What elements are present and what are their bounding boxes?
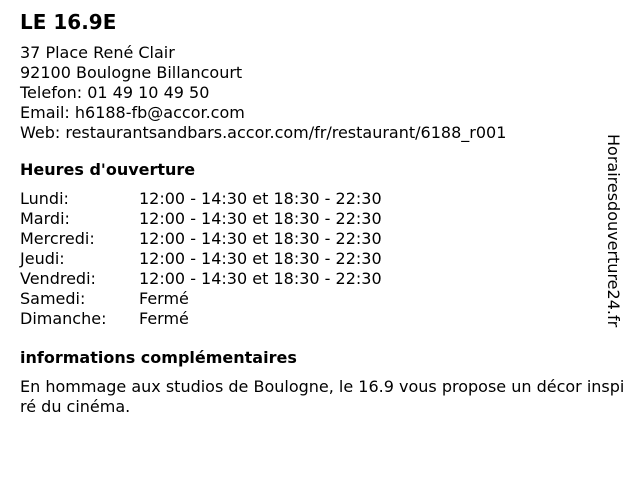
site-watermark: Horairesdouverture24.fr xyxy=(604,134,623,328)
street-address: 37 Place René Clair xyxy=(20,43,175,62)
website-address: Web: restaurantsandbars.accor.com/fr/restaurant/6188_r001 xyxy=(20,123,507,142)
hours-row-wednesday xyxy=(20,229,625,249)
day-hours: 12:00 - 14:30 et 18:30 - 22:30 xyxy=(139,269,382,288)
city-address: 92100 Boulogne Billancourt xyxy=(20,63,243,82)
day-label: Mercredi: xyxy=(20,229,95,248)
hours-row-monday xyxy=(20,189,625,209)
day-hours: Fermé xyxy=(139,289,189,308)
additional-info-text: En hommage aux studios de Boulogne, le 16.9 vous propose un décor inspiré du cinéma. xyxy=(20,377,625,416)
day-label: Dimanche: xyxy=(20,309,107,328)
business-title: LE 16.9E xyxy=(20,10,117,34)
hours-row-tuesday xyxy=(20,209,625,229)
additional-info-heading: informations complémentaires xyxy=(20,348,297,367)
email-address: Email: h6188-fb@accor.com xyxy=(20,103,245,122)
hours-row-friday xyxy=(20,269,625,289)
day-label: Mardi: xyxy=(20,209,70,228)
opening-hours-heading: Heures d'ouverture xyxy=(20,160,196,179)
day-label: Samedi: xyxy=(20,289,86,308)
business-listing xyxy=(20,8,625,417)
day-label: Jeudi: xyxy=(20,249,65,268)
address-block xyxy=(20,43,625,143)
day-hours: Fermé xyxy=(139,309,189,328)
day-label: Lundi: xyxy=(20,189,69,208)
hours-row-sunday xyxy=(20,309,625,329)
hours-row-thursday xyxy=(20,249,625,269)
phone-number: Telefon: 01 49 10 49 50 xyxy=(20,83,210,102)
day-label: Vendredi: xyxy=(20,269,96,288)
day-hours: 12:00 - 14:30 et 18:30 - 22:30 xyxy=(139,249,382,268)
hours-row-saturday xyxy=(20,289,625,309)
day-hours: 12:00 - 14:30 et 18:30 - 22:30 xyxy=(139,189,382,208)
day-hours: 12:00 - 14:30 et 18:30 - 22:30 xyxy=(139,229,382,248)
opening-hours-table xyxy=(20,189,625,329)
day-hours: 12:00 - 14:30 et 18:30 - 22:30 xyxy=(139,209,382,228)
